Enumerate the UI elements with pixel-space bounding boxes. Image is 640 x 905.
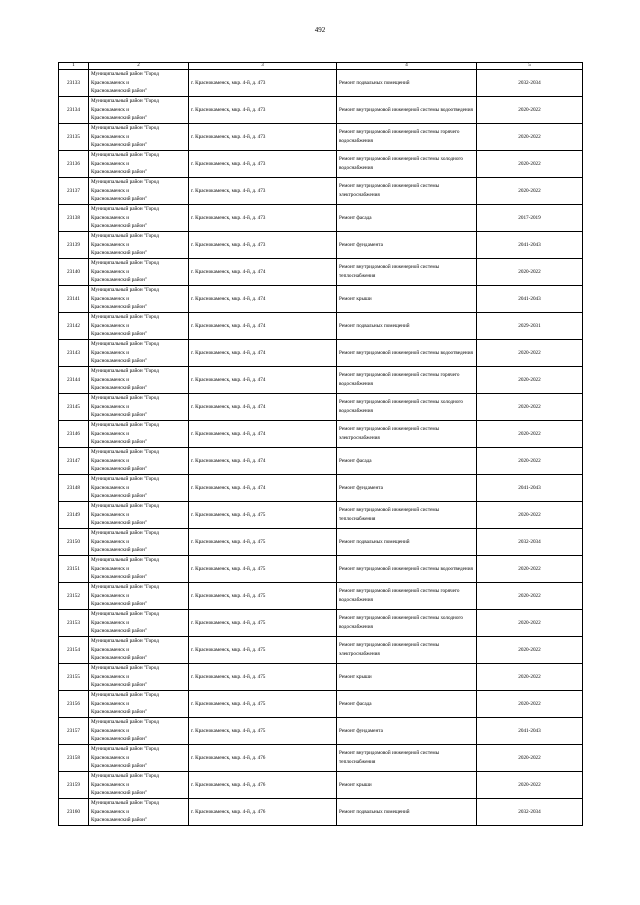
work-type-cell: Ремонт подвальных помещений [337, 799, 477, 826]
row-number: 23144 [59, 367, 89, 394]
table-row [59, 394, 583, 421]
period-cell: 2020-2022 [477, 691, 583, 718]
municipality-cell: Муниципальный район "Город Краснокаменск и Краснокаменский район" [89, 583, 189, 610]
row-number: 23158 [59, 745, 89, 772]
municipality-cell: Муниципальный район "Город Краснокаменск и Краснокаменский район" [89, 448, 189, 475]
column-header-3: 3 [189, 63, 337, 70]
municipality-cell: Муниципальный район "Город Краснокаменск и Краснокаменский район" [89, 745, 189, 772]
work-type-cell: Ремонт крыши [337, 664, 477, 691]
period-cell: 2020-2022 [477, 340, 583, 367]
address-cell: г. Краснокаменск, мкр. 4-й, д. 476 [189, 772, 337, 799]
work-type-cell: Ремонт фундамента [337, 475, 477, 502]
work-type-cell: Ремонт внутридомовой инженерной системы холодного водоснабжения [337, 394, 477, 421]
row-number: 23159 [59, 772, 89, 799]
table-row [59, 367, 583, 394]
table-row [59, 475, 583, 502]
row-number: 23157 [59, 718, 89, 745]
address-cell: г. Краснокаменск, мкр. 4-й, д. 473 [189, 70, 337, 97]
address-cell: г. Краснокаменск, мкр. 4-й, д. 476 [189, 745, 337, 772]
municipality-cell: Муниципальный район "Город Краснокаменск и Краснокаменский район" [89, 637, 189, 664]
row-number: 23138 [59, 205, 89, 232]
table-row [59, 664, 583, 691]
work-type-cell: Ремонт внутридомовой инженерной системы электроснабжения [337, 637, 477, 664]
period-cell: 2020-2022 [477, 610, 583, 637]
work-type-cell: Ремонт внутридомовой инженерной системы теплоснабжения [337, 745, 477, 772]
municipality-cell: Муниципальный район "Город Краснокаменск и Краснокаменский район" [89, 286, 189, 313]
address-cell: г. Краснокаменск, мкр. 4-й, д. 475 [189, 637, 337, 664]
row-number: 23141 [59, 286, 89, 313]
row-number: 23155 [59, 664, 89, 691]
work-type-cell: Ремонт подвальных помещений [337, 529, 477, 556]
municipality-cell: Муниципальный район "Город Краснокаменск и Краснокаменский район" [89, 772, 189, 799]
row-number: 23147 [59, 448, 89, 475]
table-row [59, 286, 583, 313]
address-cell: г. Краснокаменск, мкр. 4-й, д. 474 [189, 475, 337, 502]
period-cell: 2032-2034 [477, 799, 583, 826]
municipality-cell: Муниципальный район "Город Краснокаменск и Краснокаменский район" [89, 691, 189, 718]
row-number: 23133 [59, 70, 89, 97]
work-type-cell: Ремонт внутридомовой инженерной системы горячего водоснабжения [337, 124, 477, 151]
row-number: 23139 [59, 232, 89, 259]
row-number: 23150 [59, 529, 89, 556]
period-cell: 2020-2022 [477, 151, 583, 178]
address-cell: г. Краснокаменск, мкр. 4-й, д. 474 [189, 259, 337, 286]
address-cell: г. Краснокаменск, мкр. 4-й, д. 475 [189, 610, 337, 637]
work-type-cell: Ремонт внутридомовой инженерной системы теплоснабжения [337, 259, 477, 286]
work-type-cell: Ремонт внутридомовой инженерной системы горячего водоснабжения [337, 367, 477, 394]
address-cell: г. Краснокаменск, мкр. 4-й, д. 475 [189, 556, 337, 583]
row-number: 23143 [59, 340, 89, 367]
work-type-cell: Ремонт внутридомовой инженерной системы холодного водоснабжения [337, 151, 477, 178]
table-header [59, 63, 583, 70]
table-row [59, 448, 583, 475]
address-cell: г. Краснокаменск, мкр. 4-й, д. 474 [189, 286, 337, 313]
municipality-cell: Муниципальный район "Город Краснокаменск и Краснокаменский район" [89, 124, 189, 151]
table-body [59, 70, 583, 826]
column-header-5: 5 [477, 63, 583, 70]
municipality-cell: Муниципальный район "Город Краснокаменск и Краснокаменский район" [89, 610, 189, 637]
period-cell: 2020-2022 [477, 421, 583, 448]
municipality-cell: Муниципальный район "Город Краснокаменск и Краснокаменский район" [89, 232, 189, 259]
row-number: 23160 [59, 799, 89, 826]
municipality-cell: Муниципальный район "Город Краснокаменск и Краснокаменский район" [89, 340, 189, 367]
work-type-cell: Ремонт подвальных помещений [337, 70, 477, 97]
table-row [59, 502, 583, 529]
address-cell: г. Краснокаменск, мкр. 4-й, д. 475 [189, 664, 337, 691]
municipality-cell: Муниципальный район "Город Краснокаменск и Краснокаменский район" [89, 313, 189, 340]
period-cell: 2029-2031 [477, 313, 583, 340]
work-type-cell: Ремонт крыши [337, 286, 477, 313]
work-type-cell: Ремонт фундамента [337, 232, 477, 259]
row-number: 23152 [59, 583, 89, 610]
municipality-cell: Муниципальный район "Город Краснокаменск и Краснокаменский район" [89, 718, 189, 745]
table-row [59, 124, 583, 151]
work-type-cell: Ремонт внутридомовой инженерной системы холодного водоснабжения [337, 610, 477, 637]
work-type-cell: Ремонт внутридомовой инженерной системы теплоснабжения [337, 502, 477, 529]
address-cell: г. Краснокаменск, мкр. 4-й, д. 473 [189, 178, 337, 205]
row-number: 23153 [59, 610, 89, 637]
municipality-cell: Муниципальный район "Город Краснокаменск и Краснокаменский район" [89, 664, 189, 691]
work-type-cell: Ремонт крыши [337, 772, 477, 799]
row-number: 23135 [59, 124, 89, 151]
address-cell: г. Краснокаменск, мкр. 4-й, д. 474 [189, 421, 337, 448]
address-cell: г. Краснокаменск, мкр. 4-й, д. 473 [189, 97, 337, 124]
row-number: 23145 [59, 394, 89, 421]
table-row [59, 151, 583, 178]
row-number: 23149 [59, 502, 89, 529]
work-type-cell: Ремонт фасада [337, 205, 477, 232]
period-cell: 2020-2022 [477, 448, 583, 475]
period-cell: 2020-2022 [477, 556, 583, 583]
municipality-cell: Муниципальный район "Город Краснокаменск и Краснокаменский район" [89, 502, 189, 529]
municipality-cell: Муниципальный район "Город Краснокаменск и Краснокаменский район" [89, 151, 189, 178]
municipality-cell: Муниципальный район "Город Краснокаменск и Краснокаменский район" [89, 70, 189, 97]
address-cell: г. Краснокаменск, мкр. 4-й, д. 474 [189, 313, 337, 340]
row-number: 23137 [59, 178, 89, 205]
period-cell: 2041-2043 [477, 232, 583, 259]
table-row [59, 637, 583, 664]
municipality-cell: Муниципальный район "Город Краснокаменск и Краснокаменский район" [89, 799, 189, 826]
municipality-cell: Муниципальный район "Город Краснокаменск и Краснокаменский район" [89, 259, 189, 286]
table-row [59, 583, 583, 610]
row-number: 23151 [59, 556, 89, 583]
address-cell: г. Краснокаменск, мкр. 4-й, д. 475 [189, 718, 337, 745]
address-cell: г. Краснокаменск, мкр. 4-й, д. 476 [189, 799, 337, 826]
address-cell: г. Краснокаменск, мкр. 4-й, д. 475 [189, 529, 337, 556]
period-cell: 2020-2022 [477, 502, 583, 529]
header-row [59, 63, 583, 70]
address-cell: г. Краснокаменск, мкр. 4-й, д. 475 [189, 502, 337, 529]
period-cell: 2032-2034 [477, 70, 583, 97]
period-cell: 2020-2022 [477, 745, 583, 772]
municipality-cell: Муниципальный район "Город Краснокаменск и Краснокаменский район" [89, 529, 189, 556]
address-cell: г. Краснокаменск, мкр. 4-й, д. 474 [189, 394, 337, 421]
row-number: 23134 [59, 97, 89, 124]
registry-table [58, 62, 583, 826]
period-cell: 2017-2019 [477, 205, 583, 232]
table-row [59, 70, 583, 97]
table-row [59, 610, 583, 637]
municipality-cell: Муниципальный район "Город Краснокаменск и Краснокаменский район" [89, 394, 189, 421]
municipality-cell: Муниципальный район "Город Краснокаменск и Краснокаменский район" [89, 205, 189, 232]
column-header-4: 4 [337, 63, 477, 70]
table-row [59, 772, 583, 799]
period-cell: 2020-2022 [477, 367, 583, 394]
period-cell: 2020-2022 [477, 97, 583, 124]
table-row [59, 529, 583, 556]
row-number: 23154 [59, 637, 89, 664]
address-cell: г. Краснокаменск, мкр. 4-й, д. 475 [189, 691, 337, 718]
address-cell: г. Краснокаменск, мкр. 4-й, д. 475 [189, 583, 337, 610]
work-type-cell: Ремонт фасада [337, 448, 477, 475]
address-cell: г. Краснокаменск, мкр. 4-й, д. 473 [189, 232, 337, 259]
work-type-cell: Ремонт внутридомовой инженерной системы горячего водоснабжения [337, 583, 477, 610]
period-cell: 2020-2022 [477, 124, 583, 151]
municipality-cell: Муниципальный район "Город Краснокаменск и Краснокаменский район" [89, 421, 189, 448]
table-row [59, 691, 583, 718]
work-type-cell: Ремонт подвальных помещений [337, 313, 477, 340]
column-header-2: 2 [89, 63, 189, 70]
table-row [59, 421, 583, 448]
period-cell: 2020-2022 [477, 664, 583, 691]
table-row [59, 745, 583, 772]
row-number: 23148 [59, 475, 89, 502]
row-number: 23136 [59, 151, 89, 178]
municipality-cell: Муниципальный район "Город Краснокаменск и Краснокаменский район" [89, 367, 189, 394]
work-type-cell: Ремонт внутридомовой инженерной системы электроснабжения [337, 421, 477, 448]
column-header-1: 1 [59, 63, 89, 70]
address-cell: г. Краснокаменск, мкр. 4-й, д. 473 [189, 151, 337, 178]
municipality-cell: Муниципальный район "Город Краснокаменск и Краснокаменский район" [89, 475, 189, 502]
table-row [59, 340, 583, 367]
work-type-cell: Ремонт внутридомовой инженерной системы водоотведения [337, 556, 477, 583]
work-type-cell: Ремонт внутридомовой инженерной системы водоотведения [337, 97, 477, 124]
period-cell: 2020-2022 [477, 637, 583, 664]
address-cell: г. Краснокаменск, мкр. 4-й, д. 473 [189, 124, 337, 151]
municipality-cell: Муниципальный район "Город Краснокаменск и Краснокаменский район" [89, 178, 189, 205]
row-number: 23146 [59, 421, 89, 448]
address-cell: г. Краснокаменск, мкр. 4-й, д. 474 [189, 340, 337, 367]
table-row [59, 718, 583, 745]
table-row [59, 556, 583, 583]
period-cell: 2041-2043 [477, 718, 583, 745]
table-row [59, 313, 583, 340]
table-row [59, 97, 583, 124]
work-type-cell: Ремонт фасада [337, 691, 477, 718]
period-cell: 2041-2043 [477, 475, 583, 502]
period-cell: 2041-2043 [477, 286, 583, 313]
municipality-cell: Муниципальный район "Город Краснокаменск и Краснокаменский район" [89, 97, 189, 124]
work-type-cell: Ремонт фундамента [337, 718, 477, 745]
table-row [59, 205, 583, 232]
row-number: 23156 [59, 691, 89, 718]
row-number: 23140 [59, 259, 89, 286]
table-row [59, 178, 583, 205]
municipality-cell: Муниципальный район "Город Краснокаменск и Краснокаменский район" [89, 556, 189, 583]
address-cell: г. Краснокаменск, мкр. 4-й, д. 474 [189, 448, 337, 475]
work-type-cell: Ремонт внутридомовой инженерной системы водоотведения [337, 340, 477, 367]
period-cell: 2032-2034 [477, 529, 583, 556]
work-type-cell: Ремонт внутридомовой инженерной системы электроснабжения [337, 178, 477, 205]
period-cell: 2020-2022 [477, 394, 583, 421]
table-row [59, 259, 583, 286]
period-cell: 2020-2022 [477, 772, 583, 799]
address-cell: г. Краснокаменск, мкр. 4-й, д. 473 [189, 205, 337, 232]
table-row [59, 232, 583, 259]
page-number: 492 [314, 26, 326, 34]
period-cell: 2020-2022 [477, 583, 583, 610]
row-number: 23142 [59, 313, 89, 340]
period-cell: 2020-2022 [477, 178, 583, 205]
period-cell: 2020-2022 [477, 259, 583, 286]
table-row [59, 799, 583, 826]
address-cell: г. Краснокаменск, мкр. 4-й, д. 474 [189, 367, 337, 394]
